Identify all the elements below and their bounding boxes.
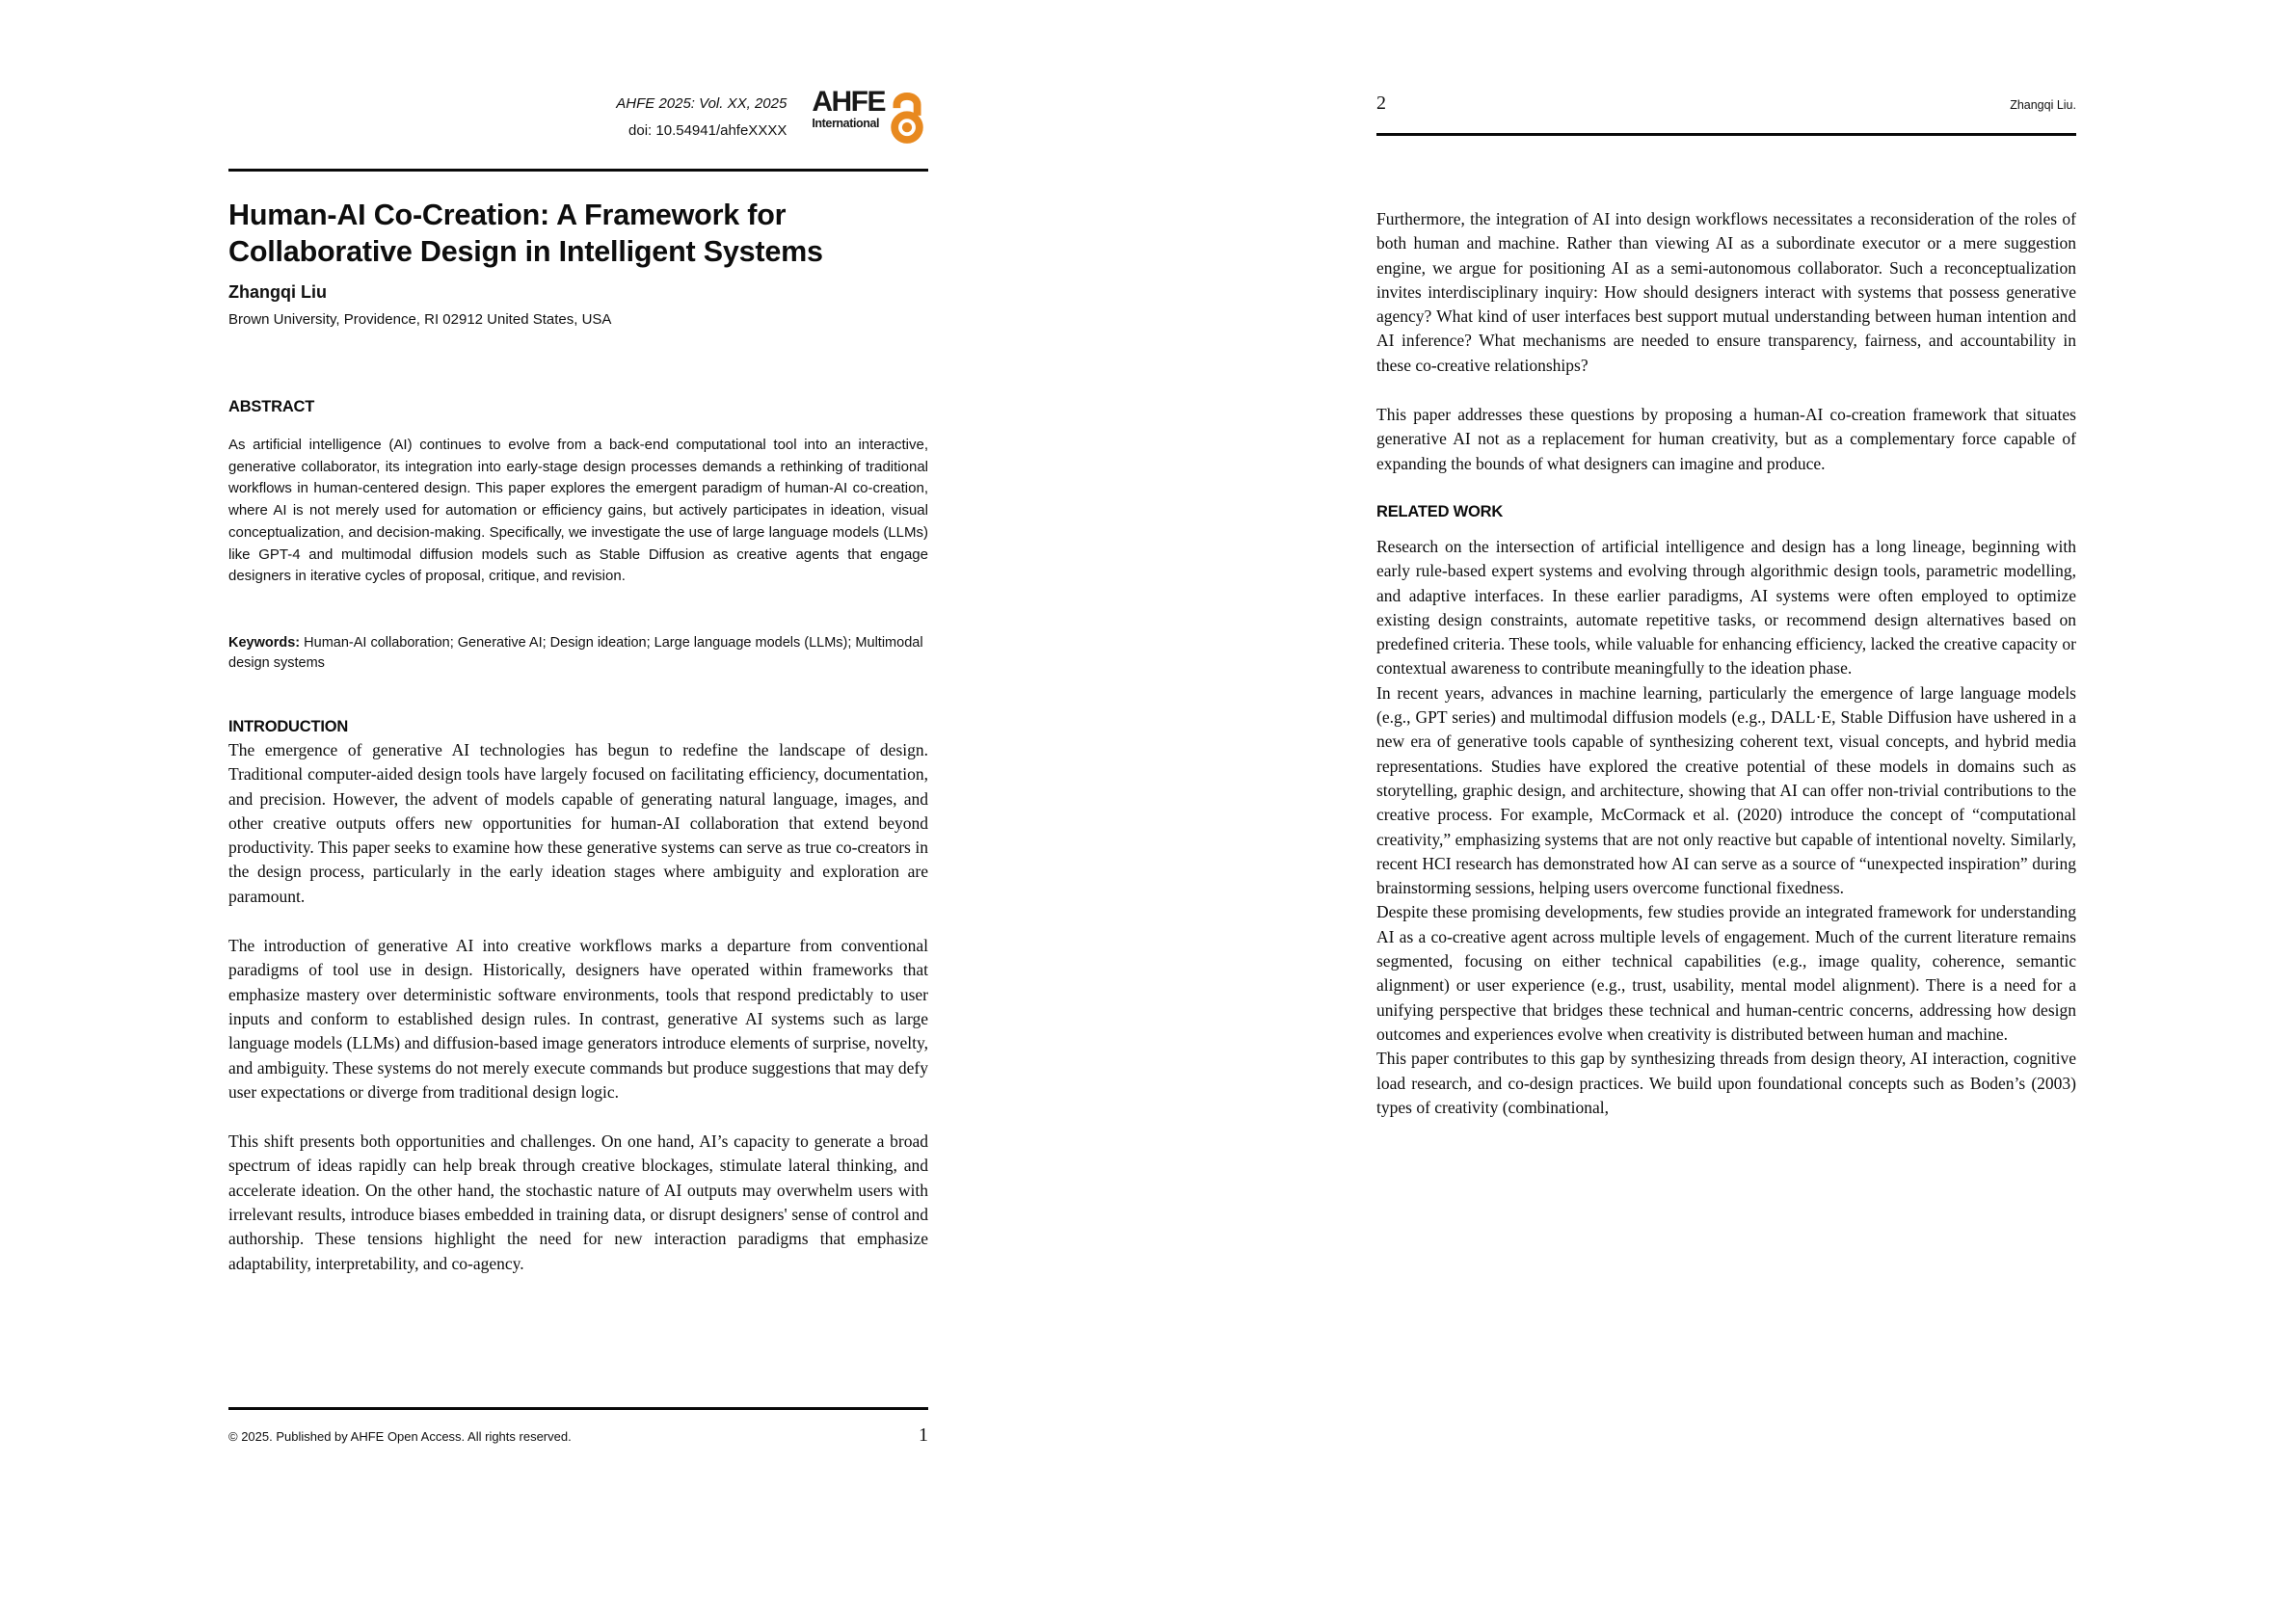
page-number: 1 bbox=[919, 1424, 928, 1446]
author-name: Zhangqi Liu bbox=[228, 282, 327, 302]
intro-paragraph: The emergence of generative AI technologies has begun to redefine the landscape of design. Traditional computer-aided design tools have largely focused on facilitating efficiency, documentation, and precision. However, the advent of models capable of generating natural language, images, and other creative outputs offers new opportunities for human-AI collaboration that extend beyond productivity. This paper seeks to examine how these generative systems can serve as true co-creators in the design process, particularly in the early ideation stages where ambiguity and exploration are paramount. bbox=[228, 740, 928, 906]
page-1 bbox=[228, 0, 928, 1623]
related-work-paragraph: Research on the intersection of artificial intelligence and design has a long lineage, beginning with early rule-based expert systems and evolving through algorithmic design tools, parametric modelling, and adaptive interfaces. In these earlier paradigms, AI systems were often employed to optimize existing design constraints, automate repetitive tasks, or recommend design alternatives based on predefined criteria. These tools, while valuable for enhancing efficiency, lacked the creative capacity or contextual awareness to contribute meaningfully to the ideation phase. bbox=[1376, 536, 2076, 678]
running-head-author: Zhangqi Liu. bbox=[2010, 98, 2076, 112]
publication-info bbox=[616, 89, 787, 141]
paper-title bbox=[228, 197, 928, 270]
open-access-icon bbox=[886, 89, 928, 145]
keywords-text: Human-AI collaboration; Generative AI; Design ideation; Large language models (LLMs); Multimodal design systems bbox=[228, 634, 923, 671]
body-paragraph: This paper addresses these questions by proposing a human-AI co-creation framework that situates generative AI not as a replacement for human creativity, but as a complementary force capable of expanding the bounds of what designers can imagine and produce. bbox=[1376, 405, 2076, 473]
doi-line: doi: 10.54941/ahfeXXXX bbox=[628, 122, 788, 139]
intro-paragraph: This shift presents both opportunities and challenges. On one hand, AI’s capacity to generate a broad spectrum of ideas rapidly can help break through creative blockages, stimulate lateral thinking, and accelerate ideation. On the other hand, the stochastic nature of AI outputs may overwhelm users with irrelevant results, introduce biases embedded in training data, or disrupt designers' sense of control and authorship. These tensions highlight the need for new interaction paradigms that emphasize adaptability, interpretability, and co-agency. bbox=[228, 1131, 928, 1273]
page-number: 2 bbox=[1376, 93, 1386, 114]
publication-header bbox=[616, 86, 928, 145]
body-paragraph: Furthermore, the integration of AI into design workflows necessitates a reconsideration of the roles of both human and machine. Rather than viewing AI as a subordinate executor or a mere suggestion engine, we argue for positioning AI as a semi-autonomous collaborator. Such a reconceptualization invites interdisciplinary inquiry: How should designers interact with systems that possess generative agency? What kind of user interfaces best support mutual understanding between human intention and AI inference? What mechanisms are needed to ensure transparency, fairness, and accountability in these co-creative relationships? bbox=[1376, 209, 2076, 375]
keywords-label: Keywords: bbox=[228, 634, 301, 651]
ahfe-logo-text-block bbox=[812, 86, 885, 130]
page2-body bbox=[1376, 207, 2076, 1120]
author-affiliation: Brown University, Providence, RI 02912 United States, USA bbox=[228, 311, 612, 328]
abstract-text: As artificial intelligence (AI) continues to evolve from a back-end computational tool into an interactive, generative collaborator, its integration into early-stage design processes demands a rethinking of traditional workflows in human-centered design. This paper explores the emergent paradigm of human-AI co-creation, where AI is not merely used for automation or efficiency gains, but actively participates in ideation, visual conceptualization, and decision-making. Specifically, we investigate the use of large language models (LLMs) like GPT-4 and multimodal diffusion models such as Stable Diffusion as creative agents that engage designers in iterative cycles of proposal, critique, and revision. bbox=[228, 437, 928, 585]
introduction-heading: INTRODUCTION bbox=[228, 717, 349, 735]
page1-footer bbox=[228, 1424, 928, 1447]
copyright-notice: © 2025. Published by AHFE Open Access. All rights reserved. bbox=[228, 1429, 572, 1444]
journal-volume-line: AHFE 2025: Vol. XX, 2025 bbox=[616, 95, 788, 112]
ahfe-logo-text: AHFE bbox=[812, 86, 885, 118]
footer-divider-rule bbox=[228, 1407, 928, 1410]
paper-title-line-1: Human-AI Co-Creation: A Framework for bbox=[228, 199, 787, 232]
related-work-paragraph: This paper contributes to this gap by synthesizing threads from design theory, AI interaction, cognitive load research, and co-design practices. We build upon foundational concepts such as Boden’s (2003) types of creativity (combinational, bbox=[1376, 1049, 2076, 1117]
related-work-paragraph: Despite these promising developments, few studies provide an integrated framework for understanding AI as a co-creative agent across multiple levels of engagement. Much of the current literature remains segmented, focusing on either technical capabilities (e.g., image quality, coherence, semantic alignment) or user experience (e.g., trust, usability, mental model alignment). There is a need for a unifying perspective that bridges these technical and human-centric concerns, addressing how design outcomes and experiences evolve when creativity is distributed between human and machine. bbox=[1376, 902, 2076, 1044]
keywords-line bbox=[228, 633, 928, 674]
page2-running-header bbox=[1376, 93, 2076, 115]
title-divider-rule bbox=[228, 169, 928, 172]
paper-title-line-2: Collaborative Design in Intelligent Systems bbox=[228, 235, 823, 269]
introduction-section bbox=[228, 738, 928, 1276]
abstract-heading: ABSTRACT bbox=[228, 397, 315, 415]
related-work-heading: RELATED WORK bbox=[1376, 502, 1504, 520]
header-divider-rule bbox=[1376, 133, 2076, 136]
intro-paragraph: The introduction of generative AI into creative workflows marks a departure from conventional paradigms of tool use in design. Historically, designers have operated within frameworks that emphasize mastery over deterministic software environments, tools that respond predictably to user inputs and conform to established design rules. In contrast, generative AI systems such as large language models (LLMs) and diffusion-based image generators introduce elements of surprise, novelty, and ambiguity. These systems do not merely execute commands but produce suggestions that may defy user expectations or diverge from traditional design logic. bbox=[228, 936, 928, 1102]
ahfe-logo bbox=[812, 86, 928, 145]
ahfe-logo-subtext: International bbox=[812, 117, 880, 130]
related-work-paragraph: In recent years, advances in machine learning, particularly the emergence of large language models (e.g., GPT series) and multimodal diffusion models (e.g., DALL·E, Stable Diffusion have ushered in a new era of generative tools capable of synthesizing coherent text, visual concepts, and hybrid media representations. Studies have explored the creative potential of these models in domains such as storytelling, graphic design, and architecture, showing that AI can offer non-trivial contributions to the creative process. For example, McCormack et al. (2020) introduce the concept of “computational creativity,” emphasizing systems that are not only reactive but capable of intentional novelty. Similarly, recent HCI research has demonstrated how AI can serve as a source of “unexpected inspiration” during brainstorming sessions, helping users overcome functional fixedness. bbox=[1376, 682, 2076, 898]
page-2 bbox=[1376, 0, 2076, 1623]
